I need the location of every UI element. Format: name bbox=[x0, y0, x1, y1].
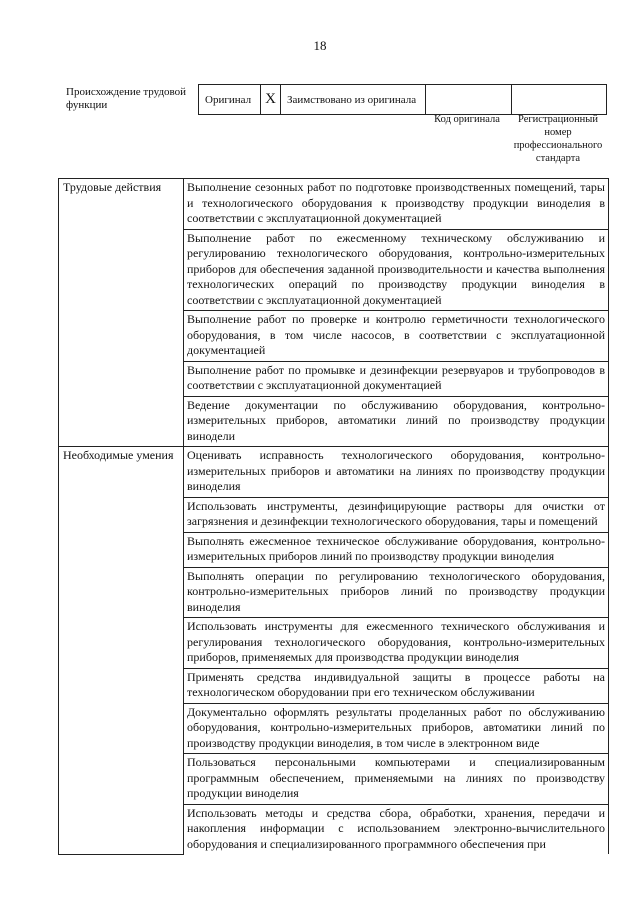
item-text: Оценивать исправность технологического оборудования, контрольно-измерительных приборов и автоматики на линиях по производству продукции виноделия bbox=[184, 447, 609, 498]
code-cell bbox=[426, 85, 512, 115]
item-text: Применять средства индивидуальной защиты в процессе работы на технологическом оборудовании при его техническом обслуживании bbox=[184, 668, 609, 703]
item-text: Выполнение работ по проверке и контролю герметичности технологического оборудования, в том числе насосов, в соответствии с эксплуатационной документацией bbox=[184, 311, 609, 362]
item-text: Пользоваться персональными компьютерами и специализированным программным обеспечением, применяемыми на линиях по производству продукции виноделия bbox=[184, 754, 609, 805]
table-row bbox=[59, 447, 609, 498]
category-label: Трудовые действия bbox=[59, 179, 184, 447]
item-text: Выполнение работ по промывке и дезинфекции резервуаров и трубопроводов в соответствии с эксплуатационной документацией bbox=[184, 361, 609, 396]
item-text: Документально оформлять результаты проделанных работ по обслуживанию оборудования, контрольно-измерительных приборов, автоматики линий по производству продукции виноделия, в том числе в электронном виде bbox=[184, 703, 609, 754]
item-text: Ведение документации по обслуживанию оборудования, контрольно-измерительных приборов, автоматики линий по производству продукции винодели bbox=[184, 396, 609, 447]
item-text: Выполнять ежесменное техническое обслуживание оборудования, контрольно-измерительных приборов линий по производству продукции виноделия bbox=[184, 532, 609, 567]
item-text: Использовать методы и средства сбора, обработки, хранения, передачи и накопления информации с использованием электронно-вычислительного оборудования и специализированного программного обеспечения при bbox=[184, 804, 609, 854]
original-cell: Оригинал bbox=[199, 85, 261, 115]
reg-number-cell bbox=[512, 85, 607, 115]
functions-table bbox=[58, 178, 609, 855]
origin-table bbox=[198, 84, 607, 115]
item-text: Выполнять операции по регулированию технологического оборудования, контрольно-измерительных приборов линий по производству продукции виноделия bbox=[184, 567, 609, 618]
category-label: Необходимые умения bbox=[59, 447, 184, 855]
origin-label: Происхождение трудовой функции bbox=[66, 86, 187, 111]
original-mark: X bbox=[261, 85, 281, 115]
item-text: Выполнение работ по ежесменному техническому обслуживанию и регулированию технологического оборудования, контрольно-измерительных приборов для обеспечения заданной производительности и качества выполнения технологических операций по производству продукции виноделия в соответствии с эксплуатационной документацией bbox=[184, 229, 609, 311]
table-row bbox=[59, 179, 609, 230]
item-text: Выполнение сезонных работ по подготовке производственных помещений, тары и технологического оборудования к производству продукции виноделия в соответствии с эксплуатационной документацией bbox=[184, 179, 609, 230]
reg-number-label: Регистрационный номер профессионального стандарта bbox=[513, 114, 603, 164]
item-text: Использовать инструменты, дезинфицирующие растворы для очистки от загрязнения и дезинфекции технологического оборудования, тары и помещений bbox=[184, 497, 609, 532]
page-number: 18 bbox=[313, 38, 327, 53]
code-original-label: Код оригинала bbox=[434, 114, 500, 125]
item-text: Использовать инструменты для ежесменного технического обслуживания и регулирования технологического оборудования, контрольно-измерительных приборов, применяемых для производства продукции виноделия bbox=[184, 618, 609, 669]
borrowed-cell: Заимствовано из оригинала bbox=[281, 85, 426, 115]
